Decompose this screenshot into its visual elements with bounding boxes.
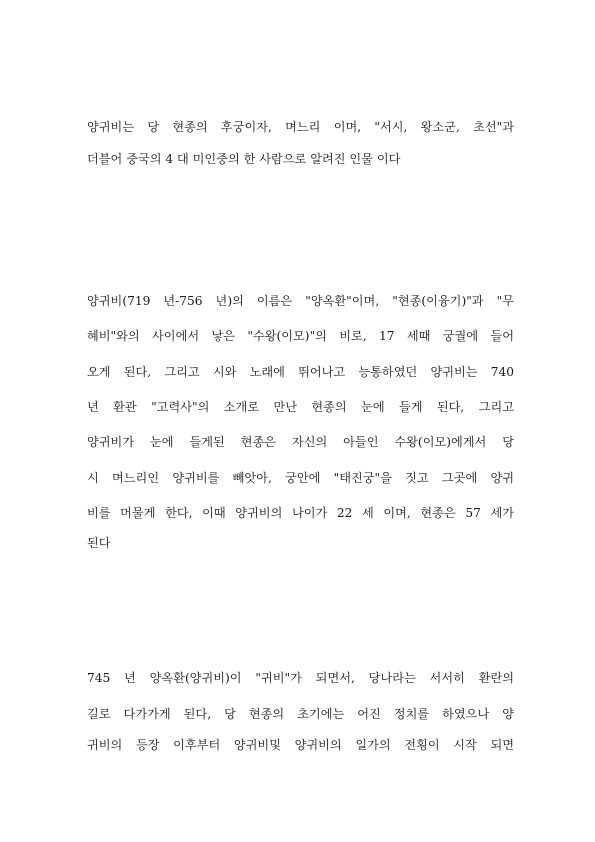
paragraph-1-line-1: 양귀비는 당 현종의 후궁이자, 며느리 이며, "서시, 왕소군, 초선"과 bbox=[87, 120, 514, 134]
paragraph-2-line-5: 양귀비가 눈에 들게된 현종은 자신의 아들인 수왕(이모)에게서 당 bbox=[87, 435, 514, 449]
paragraph-2-line-1: 양귀비(719 년-756 년)의 이름은 "양옥환"이며, "현종(이융기)"과 "무 bbox=[87, 294, 514, 308]
paragraph-3-line-1: 745 년 양옥환(양귀비)이 "귀비"가 되면서, 당나라는 서서히 환란의 bbox=[87, 671, 514, 685]
paragraph-1-line-2: 더블어 중국의 4 대 미인중의 한 사람으로 알려진 인물 이다 bbox=[87, 152, 401, 166]
paragraph-3-line-3: 귀비의 등장 이후부터 양귀비및 양귀비의 일가의 전횡이 시작 되면 bbox=[87, 738, 514, 752]
paragraph-2-line-3: 오게 된다, 그리고 시와 노래에 뛰어나고 능통하였던 양귀비는 740 bbox=[87, 365, 514, 379]
paragraph-2-line-7: 비를 머물게 한다, 이때 양귀비의 나이가 22 세 이며, 현종은 57 세가 bbox=[87, 506, 514, 520]
paragraph-2-line-8: 된다 bbox=[87, 536, 111, 550]
paragraph-2-line-4: 년 환관 "고력사"의 소개로 만난 현종의 눈에 들게 된다, 그리고 bbox=[87, 400, 514, 414]
paragraph-2-line-6: 시 며느리인 양귀비를 빼앗아, 궁안에 "태진궁"을 짓고 그곳에 양귀 bbox=[87, 471, 514, 485]
paragraph-3-line-2: 길로 다가가게 된다, 당 현종의 초기에는 어진 정치를 하였으나 양 bbox=[87, 707, 514, 721]
paragraph-2-line-2: 혜비"와의 사이에서 낳은 "수왕(이모)"의 비로, 17 세때 궁궐에 들어 bbox=[87, 329, 514, 343]
